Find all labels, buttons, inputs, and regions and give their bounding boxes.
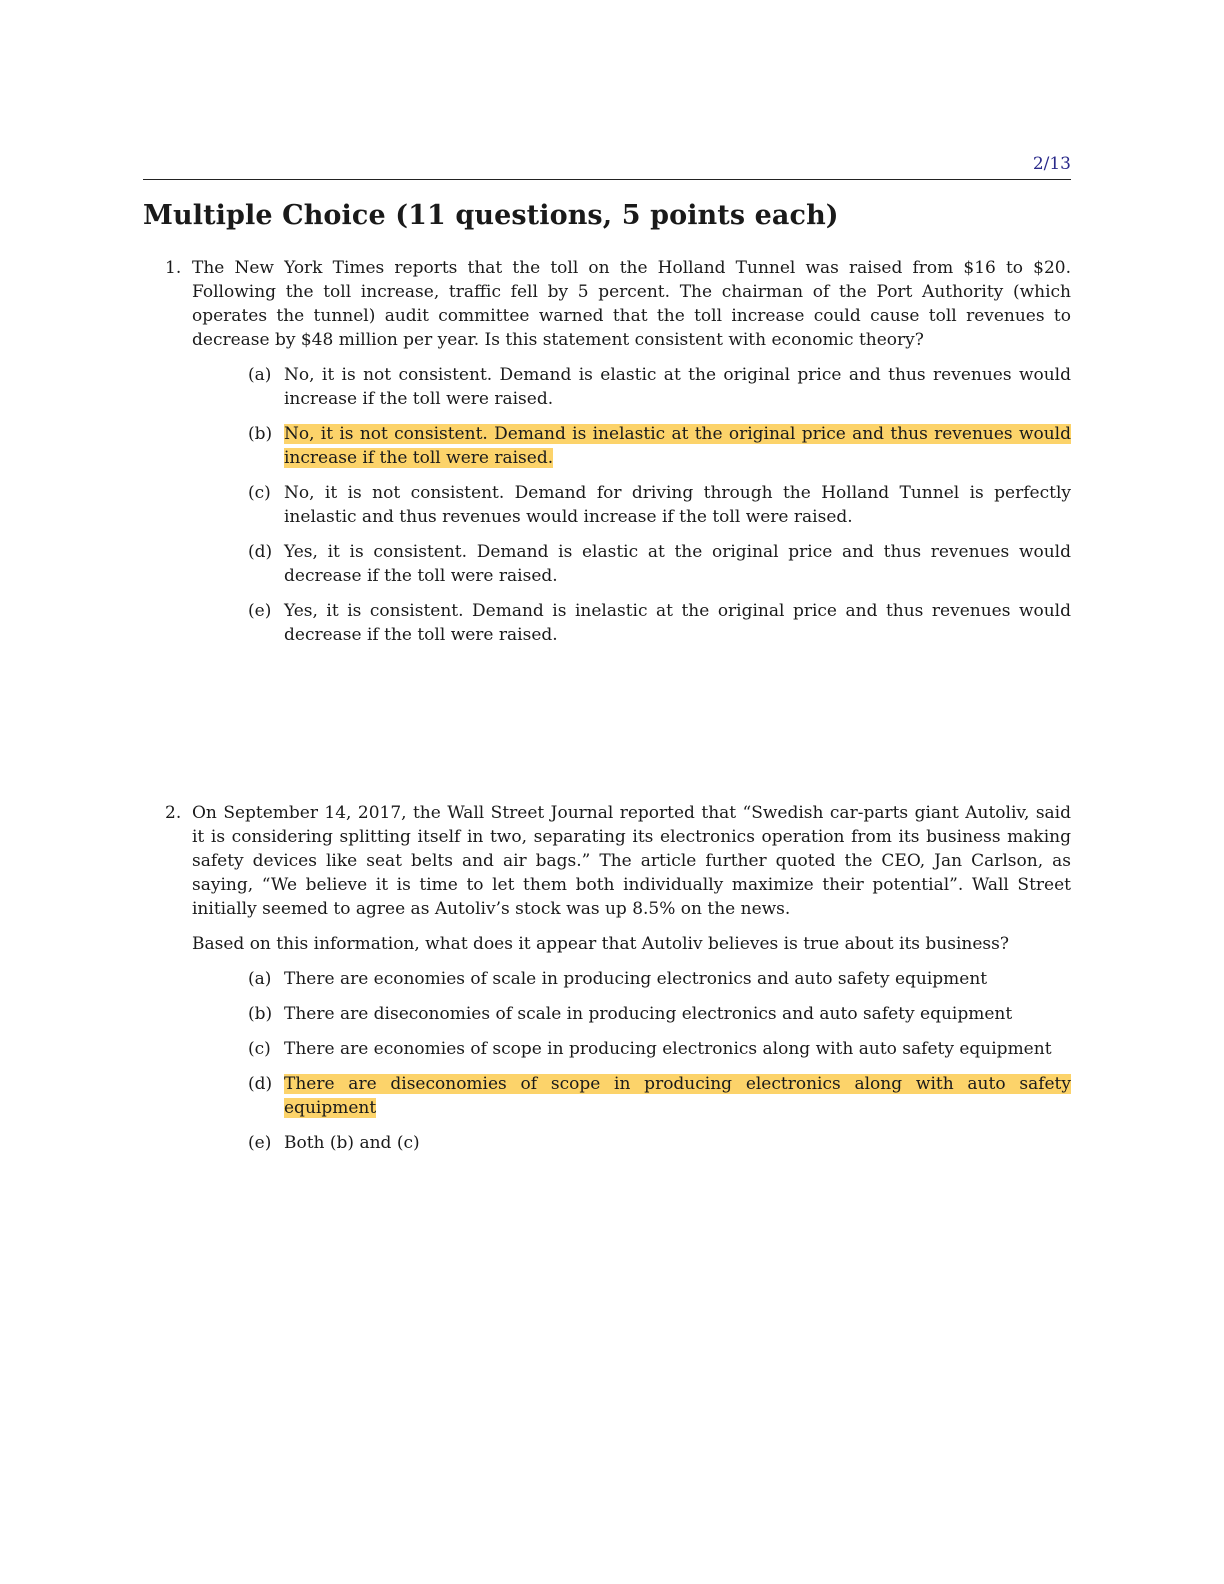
answer-option-e[interactable] (192, 1131, 1071, 1155)
answer-options (192, 363, 1071, 647)
option-label: (e) (248, 601, 272, 621)
option-text: Yes, it is consistent. Demand is elastic at the original price and thus revenues would decrease if the toll were raised. (284, 542, 1071, 586)
answer-option-c[interactable] (192, 1037, 1071, 1061)
option-text: There are economies of scale in producing electronics and auto safety equipment (284, 969, 988, 989)
question-followup: Based on this information, what does it appear that Autoliv believes is true about its business? (192, 934, 1009, 954)
option-label: (c) (248, 483, 271, 503)
highlighted-answer-text: No, it is not consistent. Demand is inelastic at the original price and thus revenues would increase if the toll were raised. (284, 424, 1071, 468)
question-1 (143, 256, 1071, 658)
answer-option-d[interactable] (192, 1072, 1071, 1120)
question-number: 1. (165, 258, 182, 278)
question-2 (143, 801, 1071, 1166)
option-label: (d) (248, 1074, 273, 1094)
answer-option-a[interactable] (192, 363, 1071, 411)
option-text: There are economies of scope in producing electronics along with auto safety equipment (284, 1039, 1052, 1059)
page-number: 2/13 (1032, 154, 1071, 174)
option-label: (b) (248, 1004, 273, 1024)
page-header (143, 150, 1071, 180)
option-text: Yes, it is consistent. Demand is inelastic at the original price and thus revenues would decrease if the toll were raised. (284, 601, 1071, 645)
question-body (192, 256, 1071, 647)
option-text: No, it is not consistent. Demand is elastic at the original price and thus revenues would increase if the toll were raised. (284, 365, 1071, 409)
option-label: (a) (248, 365, 272, 385)
answer-options (192, 967, 1071, 1155)
option-label: (d) (248, 542, 273, 562)
question-body (192, 801, 1071, 1155)
option-label: (b) (248, 424, 273, 444)
answer-option-b[interactable] (192, 422, 1071, 470)
question-text: On September 14, 2017, the Wall Street Journal reported that “Swedish car-parts giant Autoliv, said it is considering splitting itself in two, separating its electronics operation from its business making safety devices like seat belts and air bags.” The article further quoted the CEO, Jan Carlson, as saying, “We believe it is time to let them both individually maximize their potential”. Wall Street initially seemed to agree as Autoliv’s stock was up 8.5% on the news. (192, 803, 1071, 919)
option-label: (e) (248, 1133, 272, 1153)
answer-option-d[interactable] (192, 540, 1071, 588)
answer-option-b[interactable] (192, 1002, 1071, 1026)
answer-option-c[interactable] (192, 481, 1071, 529)
option-label: (a) (248, 969, 272, 989)
highlighted-answer-text: There are diseconomies of scope in producing electronics along with auto safety equipment (284, 1074, 1071, 1118)
question-text: The New York Times reports that the toll on the Holland Tunnel was raised from $16 to $20. Following the toll increase, traffic fell by 5 percent. The chairman of the Port Authority (which operates the tunnel) audit committee warned that the toll increase could cause toll revenues to decrease by $48 million per year. Is this statement consistent with economic theory? (192, 258, 1071, 350)
option-text: There are diseconomies of scale in producing electronics and auto safety equipment (284, 1004, 1013, 1024)
answer-option-e[interactable] (192, 599, 1071, 647)
option-text: Both (b) and (c) (284, 1133, 420, 1153)
option-label: (c) (248, 1039, 271, 1059)
section-title: Multiple Choice (11 questions, 5 points each) (143, 200, 839, 231)
answer-option-a[interactable] (192, 967, 1071, 991)
question-number: 2. (165, 803, 182, 823)
option-text: No, it is not consistent. Demand for driving through the Holland Tunnel is perfectly inelastic and thus revenues would increase if the toll were raised. (284, 483, 1071, 527)
